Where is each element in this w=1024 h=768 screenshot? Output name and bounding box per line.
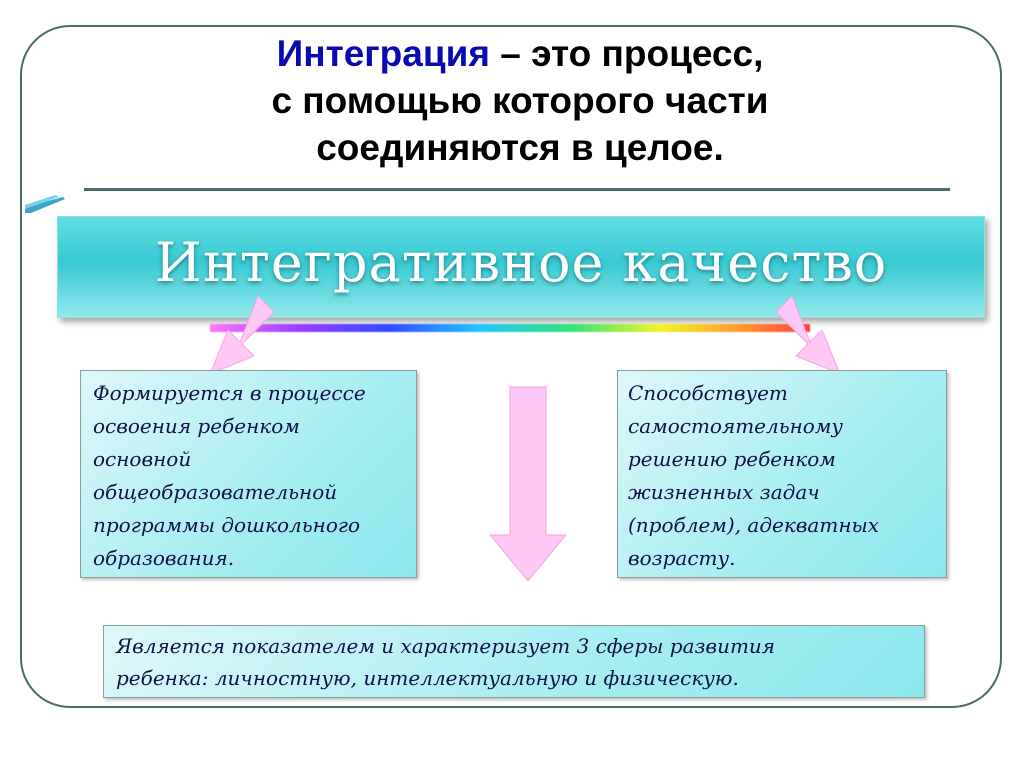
arrow-down-icon	[488, 385, 568, 585]
box-formation-line: основной	[93, 447, 192, 471]
corner-decoration-icon	[25, 195, 65, 213]
box-formation-line: образования.	[93, 546, 235, 570]
box-contribution-line: жизненных задач	[628, 480, 820, 504]
box-contribution-line: Способствует	[628, 381, 788, 405]
box-formation-line: общеобразовательной	[93, 480, 338, 504]
banner-title: Интегративное качество	[154, 231, 888, 294]
box-formation-line: освоения ребенком	[93, 414, 300, 438]
title-line-1	[140, 30, 900, 77]
box-indicator-line: ребенка: личностную, интеллектуальную и физическую.	[116, 666, 739, 690]
title-line-3: соединяются в целое.	[316, 127, 724, 168]
box-formation-line: программы дошкольного	[93, 513, 361, 537]
slide-title	[140, 30, 900, 171]
title-term: Интеграция	[276, 33, 490, 74]
box-formation	[80, 370, 417, 578]
box-contribution-line: самостоятельному	[628, 414, 844, 438]
box-contribution-line: решению ребенком	[628, 447, 836, 471]
title-underline	[84, 188, 950, 191]
title-line-1-rest: – это процесс,	[489, 33, 764, 74]
box-indicator-line: Является показателем и характеризует 3 сферы развития	[116, 634, 776, 658]
title-line-2: с помощью которого части	[271, 80, 769, 121]
box-formation-line: Формируется в процессе	[93, 381, 366, 405]
box-contribution	[617, 370, 947, 578]
box-indicator	[103, 625, 925, 698]
box-contribution-line: (проблем), адекватных	[628, 513, 880, 537]
rainbow-divider	[210, 324, 810, 332]
box-contribution-line: возрасту.	[628, 546, 736, 570]
